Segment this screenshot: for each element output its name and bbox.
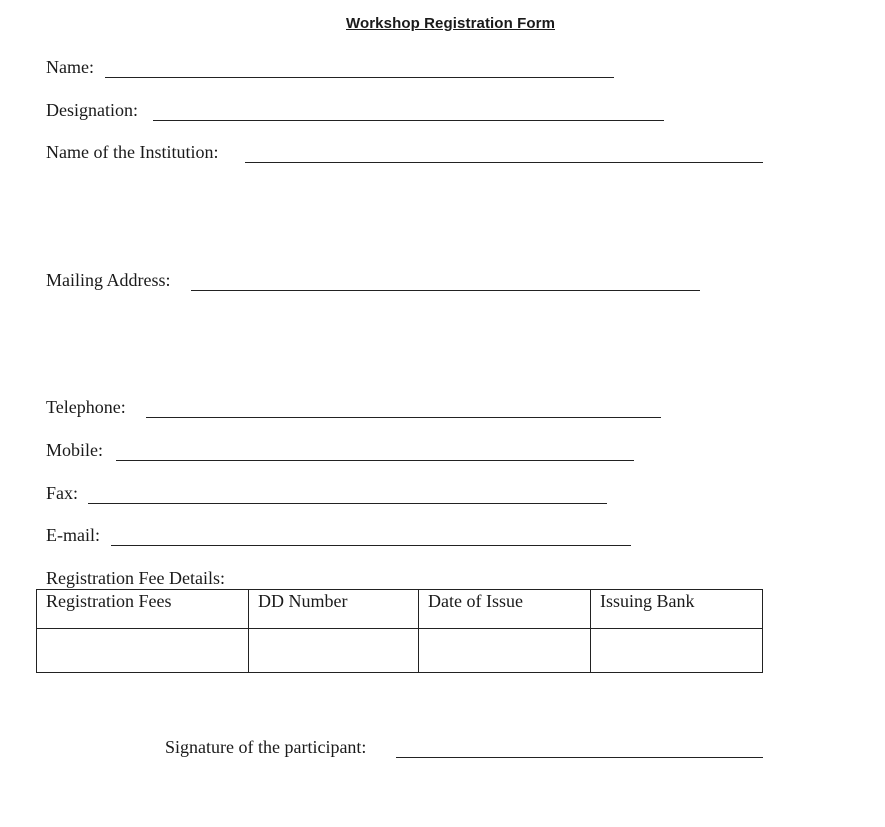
mailing-address-label: Mailing Address:: [46, 270, 171, 290]
signature-field[interactable]: [396, 739, 763, 758]
fax-field[interactable]: [88, 485, 607, 504]
signature-label: Signature of the participant:: [165, 737, 367, 757]
email-label: E-mail:: [46, 525, 100, 545]
column-header-registration-fees: Registration Fees: [37, 590, 249, 629]
registration-fees-cell[interactable]: [37, 629, 249, 673]
dd-number-cell[interactable]: [249, 629, 419, 673]
issuing-bank-cell[interactable]: [591, 629, 763, 673]
name-row: [46, 57, 646, 81]
fax-label: Fax:: [46, 483, 79, 503]
email-row: [46, 525, 656, 549]
fee-details-heading: Registration Fee Details:: [46, 568, 225, 588]
mailing-address-field[interactable]: [191, 272, 700, 291]
column-header-issuing-bank: Issuing Bank: [591, 590, 763, 629]
telephone-row: [46, 397, 686, 421]
fax-row: [46, 483, 636, 507]
institution-field[interactable]: [245, 144, 763, 163]
designation-field[interactable]: [153, 102, 664, 121]
mobile-label: Mobile:: [46, 440, 103, 460]
designation-label: Designation:: [46, 100, 138, 120]
name-label: Name:: [46, 57, 94, 77]
table-header-row: [37, 590, 763, 629]
telephone-field[interactable]: [146, 399, 661, 418]
mobile-row: [46, 440, 666, 464]
mailing-address-row: [46, 270, 726, 294]
date-of-issue-cell[interactable]: [419, 629, 591, 673]
column-header-dd-number: DD Number: [249, 590, 419, 629]
telephone-label: Telephone:: [46, 397, 126, 417]
column-header-date-of-issue: Date of Issue: [419, 590, 591, 629]
name-field[interactable]: [105, 59, 614, 78]
fee-details-table: [36, 589, 763, 673]
institution-row: [46, 142, 786, 166]
email-field[interactable]: [111, 527, 631, 546]
institution-label: Name of the Institution:: [46, 142, 219, 162]
mobile-field[interactable]: [116, 442, 634, 461]
designation-row: [46, 100, 686, 124]
table-row: [37, 629, 763, 673]
form-title: Workshop Registration Form: [346, 15, 556, 32]
